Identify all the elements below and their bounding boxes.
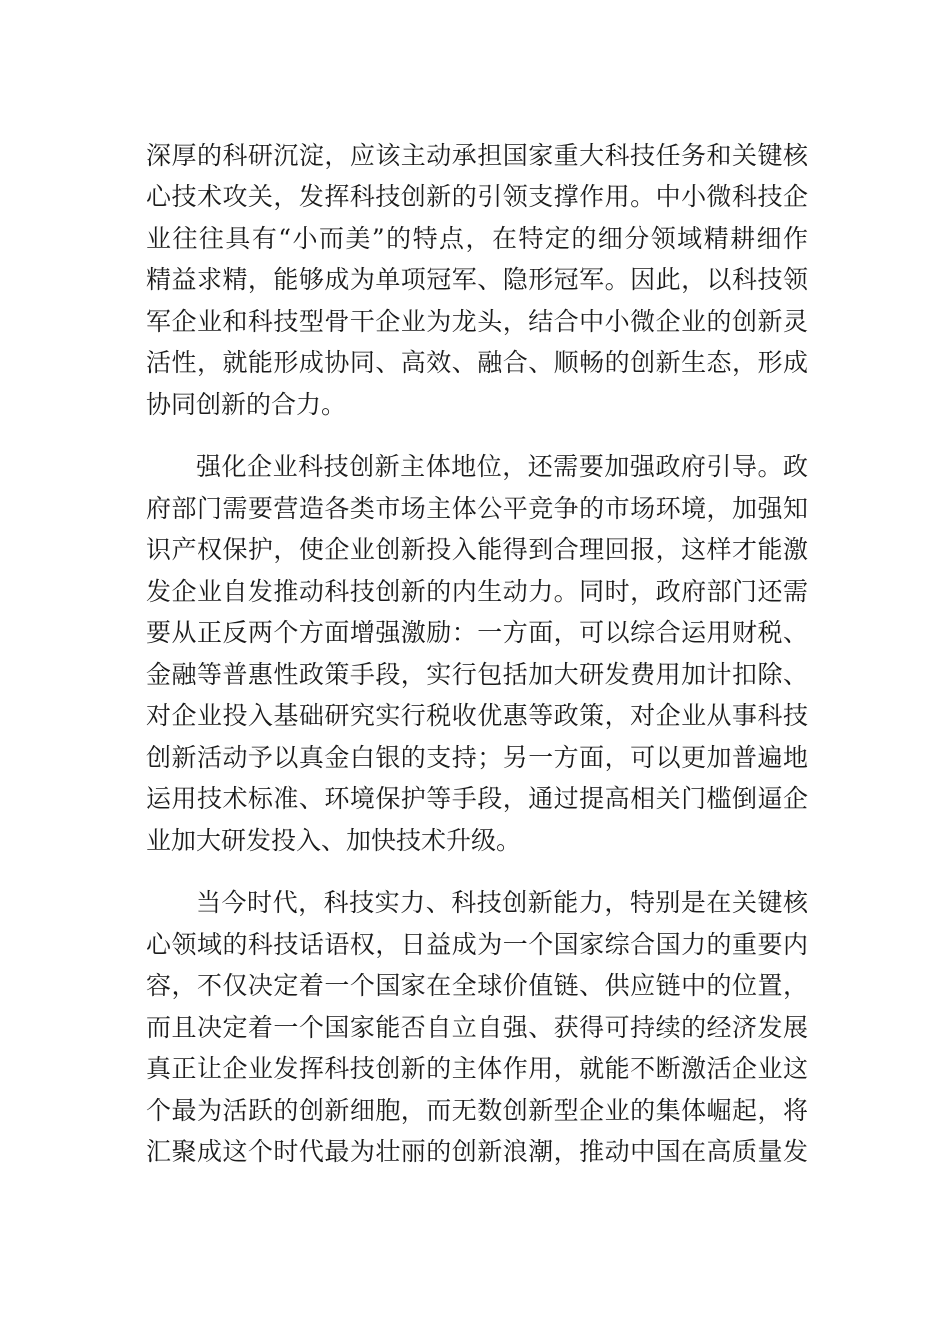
text-line: 金融等普惠性政策手段，实行包括加大研发费用加计扣除、 [146, 660, 808, 689]
text-line: 军企业和科技型骨干企业为龙头，结合中小微企业的创新灵 [146, 307, 808, 336]
text-line: 汇聚成这个时代最为壮丽的创新浪潮，推动中国在高质量发 [146, 1137, 808, 1166]
text-line: 要从正反两个方面增强激励：一方面，可以综合运用财税、 [146, 618, 808, 647]
text-line: 个最为活跃的创新细胞，而无数创新型企业的集体崛起，将 [146, 1096, 808, 1125]
text-line: 精益求精，能够成为单项冠军、隐形冠军。因此，以科技领 [146, 265, 808, 294]
text-line: 心技术攻关，发挥科技创新的引领支撑作用。中小微科技企 [146, 182, 808, 211]
text-line: 心领域的科技话语权，日益成为一个国家综合国力的重要内 [146, 930, 808, 959]
text-line: 发企业自发推动科技创新的内生动力。同时，政府部门还需 [146, 577, 808, 606]
text-line: 识产权保护，使企业创新投入能得到合理回报，这样才能激 [146, 535, 808, 564]
text-line: 对企业投入基础研究实行税收优惠等政策，对企业从事科技 [146, 701, 808, 730]
text-line: 容，不仅决定着一个国家在全球价值链、供应链中的位置， [146, 971, 808, 1000]
paragraph-first-line: 当今时代，科技实力、科技创新能力，特别是在关键核 [196, 888, 808, 917]
text-line: 而且决定着一个国家能否自立自强、获得可持续的经济发展 [146, 1013, 808, 1042]
text-line: 协同创新的合力。 [146, 390, 347, 419]
text-line: 真正让企业发挥科技创新的主体作用，就能不断激活企业这 [146, 1054, 808, 1083]
text-line: 运用技术标准、环境保护等手段，通过提高相关门槛倒逼企 [146, 784, 808, 813]
text-line: 业加大研发投入、加快技术升级。 [146, 826, 522, 855]
text-line: 创新活动予以真金白银的支持；另一方面，可以更加普遍地 [146, 743, 808, 772]
text-line: 活性，就能形成协同、高效、融合、顺畅的创新生态，形成 [146, 348, 808, 377]
text-line: 业往往具有“小而美”的特点，在特定的细分领域精耕细作 [146, 224, 808, 253]
paragraph-first-line: 强化企业科技创新主体地位，还需要加强政府引导。政 [196, 452, 808, 481]
text-line: 深厚的科研沉淀，应该主动承担国家重大科技任务和关键核 [146, 141, 808, 170]
text-line: 府部门需要营造各类市场主体公平竞争的市场环境，加强知 [146, 494, 808, 523]
